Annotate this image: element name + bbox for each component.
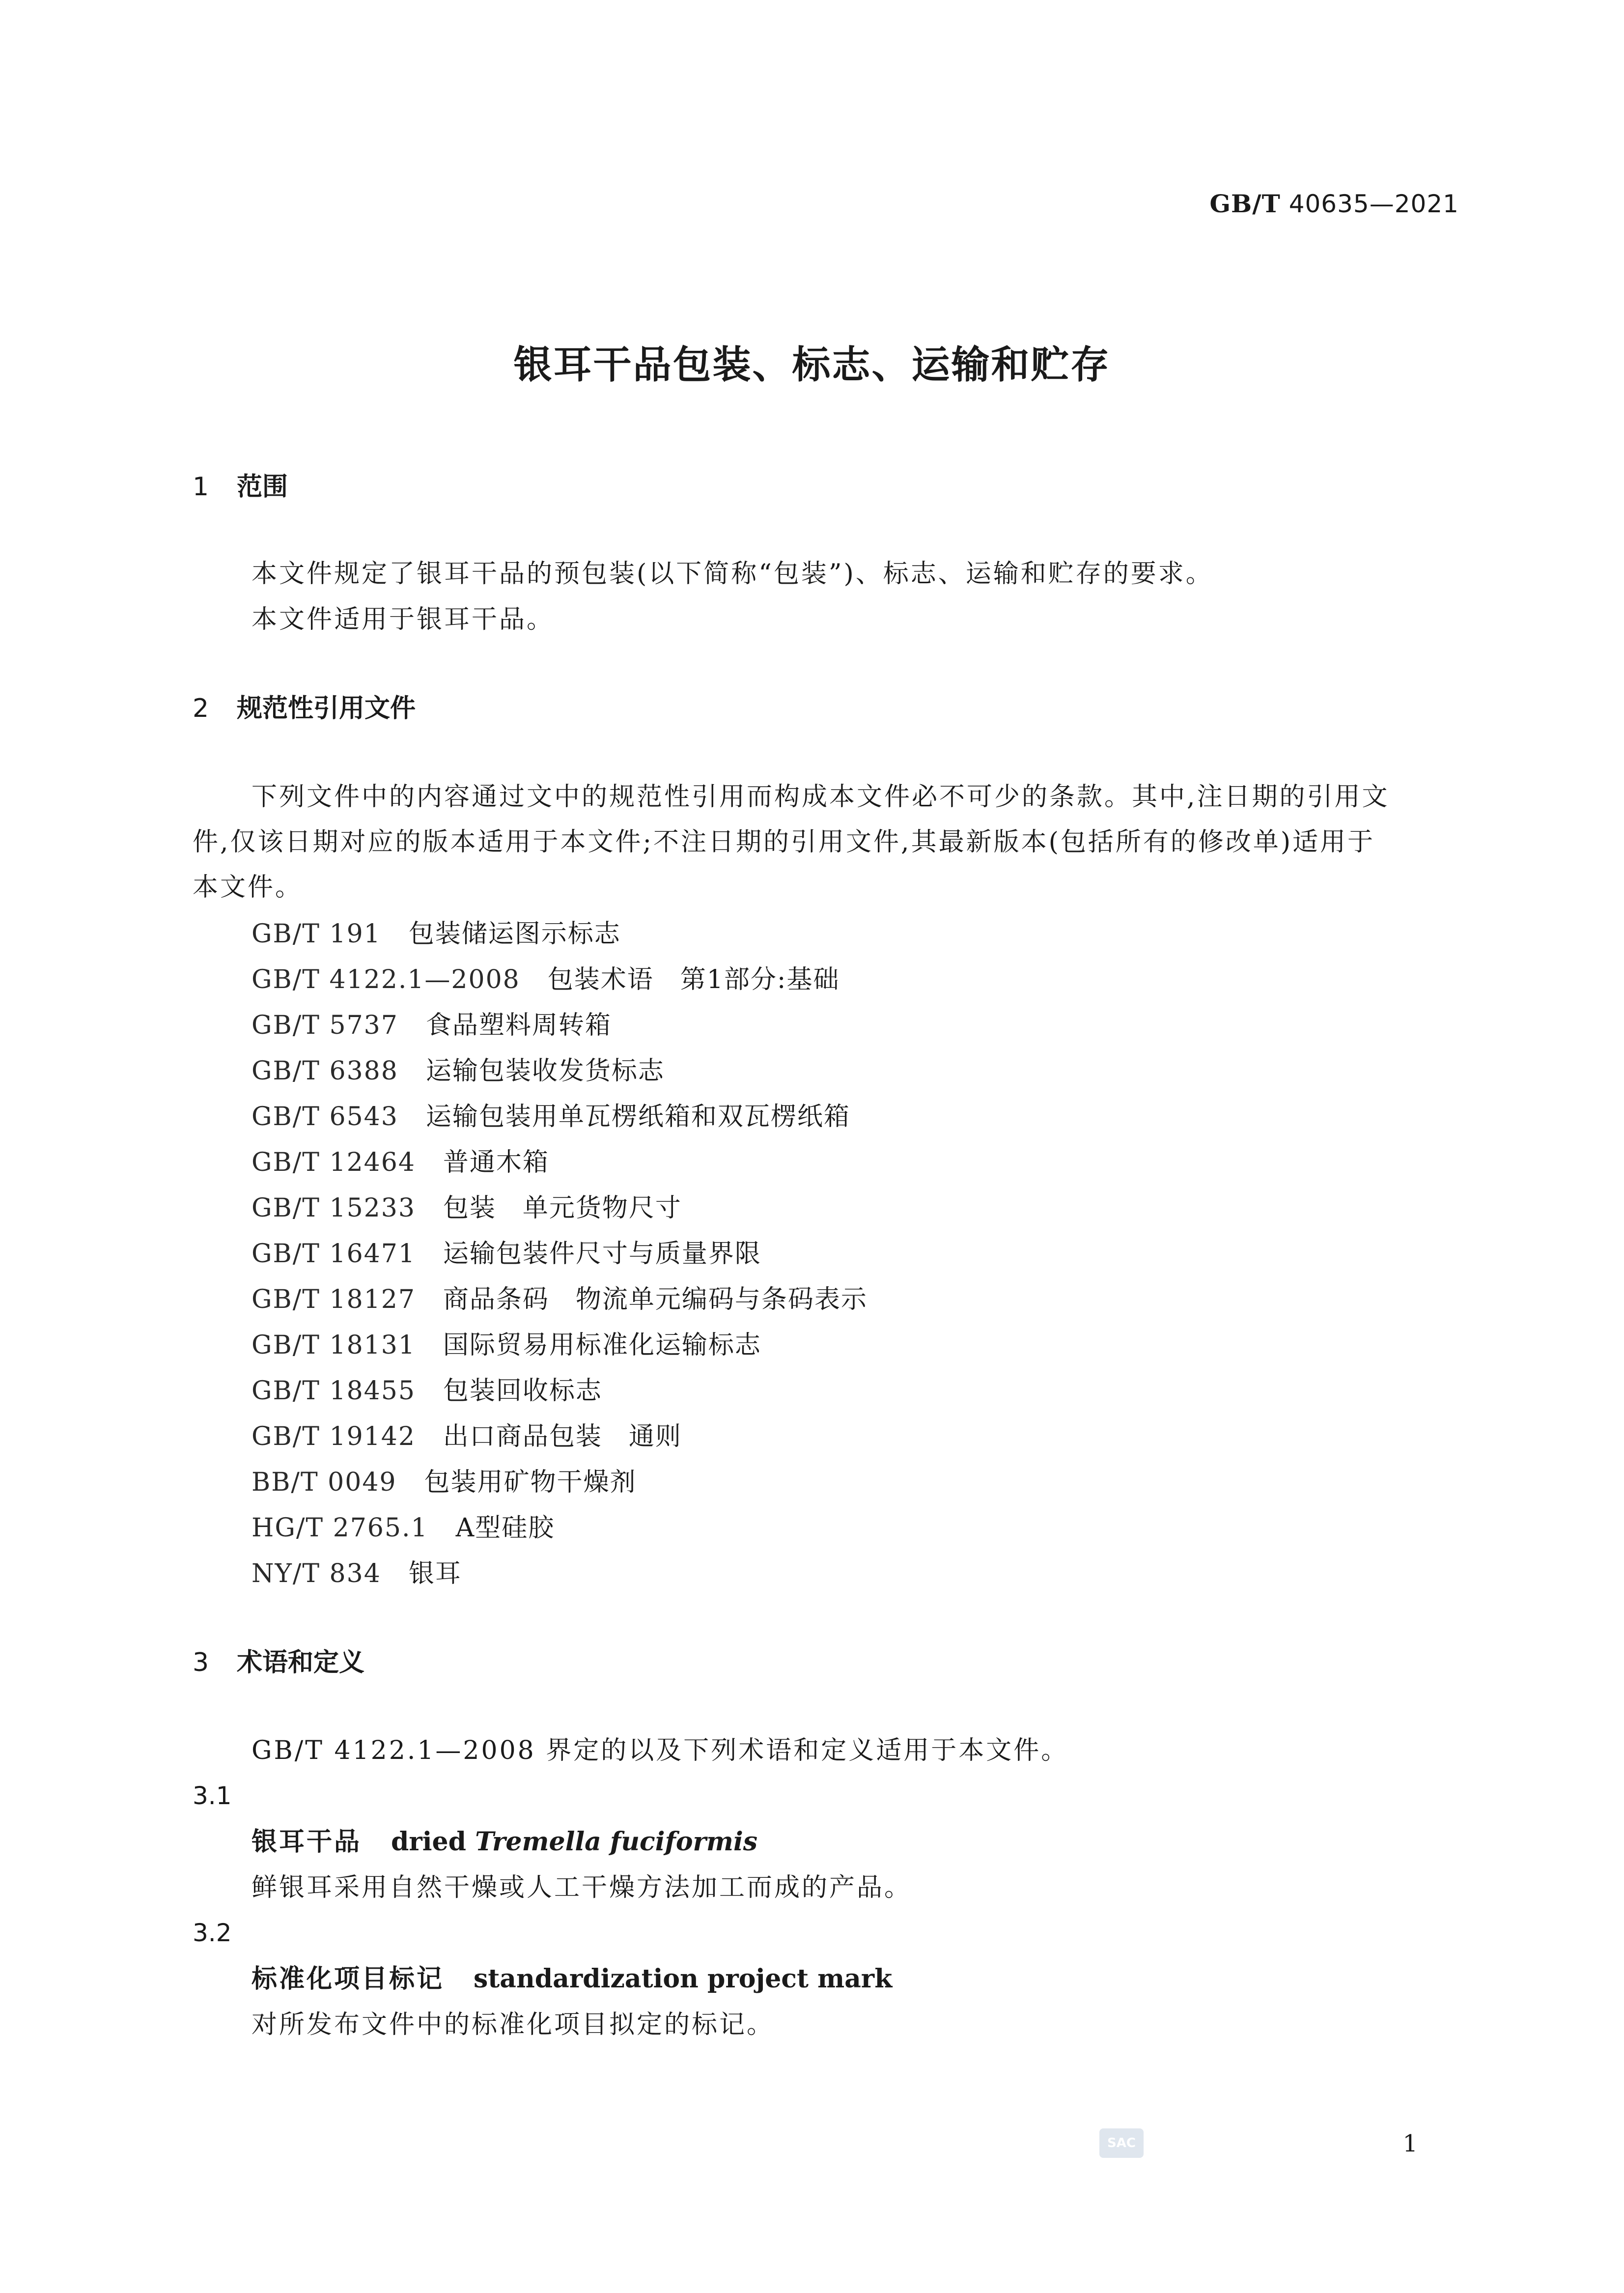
term-entry	[252, 1966, 892, 1992]
reference-code: GB/T 4122.1—2008	[252, 965, 520, 994]
paragraph-line: 件,仅该日期对应的版本适用于本文件;不注日期的引用文件,其最新版本(包括所有的修改单)适用于	[193, 827, 1375, 857]
reference-item	[252, 967, 840, 992]
reference-title: 运输包装用单瓦楞纸箱和双瓦楞纸箱	[425, 1102, 850, 1132]
term-english: standardization project mark	[474, 1964, 893, 1994]
reference-title: 包装储运图示标志	[408, 919, 621, 949]
reference-code: GB/T 191	[252, 919, 381, 949]
section-title: 范围	[237, 472, 288, 502]
reference-item	[252, 1424, 682, 1449]
reference-code: GB/T 15233	[252, 1193, 416, 1223]
reference-item	[252, 921, 621, 947]
clause-number: 3.2	[193, 1919, 232, 1947]
reference-code: GB/T 19142	[252, 1422, 416, 1451]
term-chinese: 标准化项目标记	[252, 1964, 445, 1994]
reference-code: GB/T 12464	[252, 1148, 416, 1177]
reference-code: GB/T 5737	[252, 1011, 398, 1040]
reference-code: GB/T 18131	[252, 1331, 416, 1360]
reference-title: 食品塑料周转箱	[425, 1011, 612, 1040]
reference-code: GB/T 18455	[252, 1376, 416, 1406]
standard-code	[1209, 189, 1459, 218]
section-title: 规范性引用文件	[237, 694, 416, 723]
paragraph-line: 本文件。	[193, 873, 303, 902]
paragraph: GB/T 4122.1—2008 界定的以及下列术语和定义适用于本文件。	[252, 1736, 1069, 1765]
reference-code: HG/T 2765.1	[252, 1513, 428, 1543]
term-entry	[252, 1829, 757, 1855]
reference-title: A型硅胶	[455, 1513, 555, 1543]
reference-title: 商品条码 物流单元编码与条码表示	[443, 1285, 868, 1314]
reference-code: GB/T 6388	[252, 1056, 398, 1086]
term-chinese: 银耳干品	[252, 1827, 362, 1857]
reference-code: GB/T 16471	[252, 1239, 416, 1269]
section-2-heading	[193, 696, 416, 721]
reference-title: 包装回收标志	[443, 1376, 602, 1406]
paragraph: 本文件规定了银耳干品的预包装(以下简称“包装”)、标志、运输和贮存的要求。	[252, 559, 1213, 589]
section-3-heading	[193, 1650, 364, 1675]
term-definition: 对所发布文件中的标准化项目拟定的标记。	[252, 2010, 775, 2039]
reference-title: 运输包装收发货标志	[425, 1056, 665, 1086]
page-number: 1	[1402, 2130, 1418, 2157]
reference-item	[252, 1515, 555, 1541]
paragraph-line: 下列文件中的内容通过文中的规范性引用而构成本文件必不可少的条款。其中,注日期的引用文	[252, 782, 1390, 812]
standard-code-prefix: GB/T	[1209, 189, 1281, 218]
sac-watermark-logo: SAC	[1099, 2128, 1144, 2158]
clause-number: 3.1	[193, 1782, 232, 1810]
section-1-heading	[193, 474, 288, 500]
document-title: 银耳干品包装、标志、运输和贮存	[513, 343, 1111, 387]
reference-title: 包装术语 第1部分:基础	[547, 965, 840, 994]
reference-title: 包装 单元货物尺寸	[443, 1193, 682, 1223]
reference-title: 国际贸易用标准化运输标志	[443, 1331, 761, 1360]
section-number: 2	[193, 694, 209, 723]
reference-title: 银耳	[408, 1559, 462, 1588]
term-definition: 鲜银耳采用自然干燥或人工干燥方法加工而成的产品。	[252, 1873, 912, 1902]
reference-title: 包装用矿物干燥剂	[424, 1468, 637, 1497]
reference-code: BB/T 0049	[252, 1468, 397, 1497]
reference-title: 普通木箱	[443, 1148, 549, 1177]
reference-item	[252, 1013, 612, 1038]
reference-code: GB/T 6543	[252, 1102, 398, 1132]
reference-title: 运输包装件尺寸与质量界限	[443, 1239, 761, 1269]
reference-title: 出口商品包装 通则	[443, 1422, 682, 1451]
reference-item	[252, 1104, 850, 1130]
reference-item	[252, 1241, 761, 1267]
section-number: 3	[193, 1648, 209, 1677]
reference-item	[252, 1470, 637, 1495]
reference-item	[252, 1058, 665, 1084]
reference-item	[252, 1378, 602, 1404]
reference-code: GB/T 18127	[252, 1285, 416, 1314]
reference-item	[252, 1287, 868, 1312]
reference-item	[252, 1195, 682, 1221]
reference-item	[252, 1561, 462, 1586]
reference-item	[252, 1332, 761, 1358]
section-title: 术语和定义	[237, 1648, 365, 1677]
standard-code-number: 40635—2021	[1288, 190, 1459, 218]
reference-code: NY/T 834	[252, 1559, 381, 1588]
reference-item	[252, 1150, 549, 1175]
paragraph: 本文件适用于银耳干品。	[252, 605, 555, 634]
section-number: 1	[193, 472, 209, 502]
term-english: dried	[391, 1827, 476, 1857]
term-english-italic: Tremella fuciformis	[475, 1827, 757, 1857]
